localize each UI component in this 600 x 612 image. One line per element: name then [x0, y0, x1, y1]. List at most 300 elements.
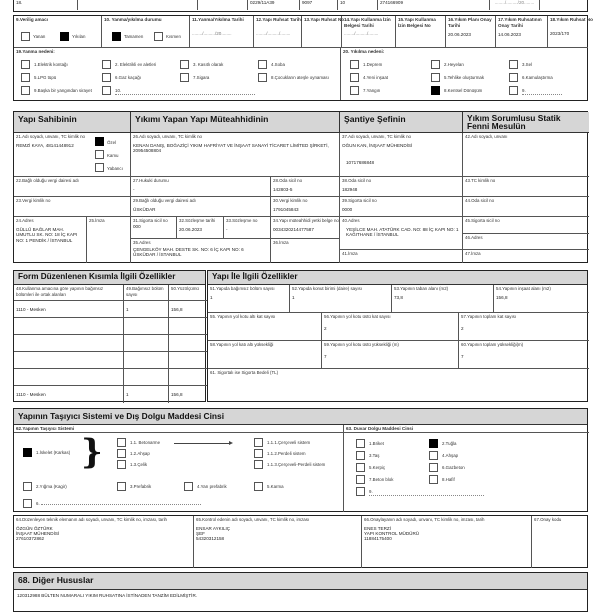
field-28: [271, 177, 340, 197]
checkbox-wall-fill-3[interactable]: [356, 451, 365, 460]
field-38-label: 38.Oda sicil no: [342, 178, 372, 183]
field-19-label: 19.Yanma nedeni:: [16, 49, 55, 54]
field-24: [14, 217, 87, 263]
checkbox-yabanci-label: Yabancı: [107, 166, 123, 171]
field-35: [131, 239, 271, 263]
field-37-label: 37.Adı soyadı, unvanı, TC kimlik no: [342, 134, 411, 139]
checkbox-wall-fill-6-label: 6.Gazbeton: [442, 465, 465, 470]
checkbox-wall-fill-4-label: 4.Ahşap: [442, 453, 459, 458]
field-14-value[interactable]: ......../........./........: [344, 31, 379, 37]
field-29: [131, 197, 271, 217]
table-cell: [124, 352, 169, 369]
field-12-value[interactable]: ......../........./........: [256, 30, 291, 36]
checkbox-wall-fill-6[interactable]: [429, 463, 438, 472]
field-51-value: 1: [210, 294, 213, 300]
field-44: [463, 197, 589, 217]
checkbox-fire-cause-9-label: 9.Başka bir yangından sirayet: [34, 88, 92, 93]
other-matters-header: 68. Diğer Hususlar: [14, 573, 587, 590]
field-33-label: 33.Sözleşme no: [226, 218, 258, 223]
checkbox-wall-fill-1-label: 1.Briket: [369, 441, 384, 446]
field-64-value: ÖZGÜN ÖZTÜRK İNŞAAT MÜHENDİSİ 27610372862: [16, 525, 60, 541]
field-41-label: 41.İmza: [342, 251, 358, 256]
checkbox-fire-cause-8-label: 8.Çocukların ateşle oynaması: [271, 75, 329, 80]
field-45-label: 45.Sigorta sicil no: [465, 218, 500, 223]
table-cell: [124, 318, 169, 335]
field-21-label: 21.Adı soyadı, unvanı, TC kimlik no: [16, 134, 85, 139]
field-29-label: 29.Bağlı olduğu vergi dairesi adı: [133, 198, 196, 203]
field-45: [463, 217, 589, 234]
checkbox-structure-other-4[interactable]: [184, 482, 193, 491]
field-27: [131, 177, 271, 197]
checkbox-iskelet-label: 1.İskelet (Karkas): [36, 450, 71, 455]
field-18: [548, 16, 593, 48]
table-cell-value: 1110 - Mesken: [16, 307, 46, 312]
checkbox-structure-sub-3[interactable]: [117, 460, 126, 469]
checkbox-wall-fill-9-label: 9.: [369, 489, 484, 496]
form-props-header: Form Düzenlenen Kısımla İlgili Özellikler: [14, 271, 205, 285]
checkbox-structure-sub-1[interactable]: [117, 438, 126, 447]
signatures-section: [13, 515, 588, 568]
top-cell-value: [248, 0, 300, 10]
table-cell-value: 156,8: [171, 392, 183, 397]
field-22: [14, 177, 131, 197]
field-58-label: 58.Yapının yol katı altı yüksekliği: [210, 342, 274, 347]
checkbox-structure-sub-2-label: 1.2.Ahşap: [130, 451, 150, 456]
checkbox-structure-other-3-label: 3.Prefabrik: [130, 484, 152, 489]
field-62-label: 62.Yapının Taşıyıcı Sistemi: [16, 426, 75, 431]
field-16: [446, 16, 496, 48]
form-props-col-header-label: 49.Bağımsız bölüm sayısı: [126, 286, 164, 297]
checkbox-wall-fill-1[interactable]: [356, 439, 365, 448]
field-15: [396, 16, 446, 48]
checkbox-fire-cause-9[interactable]: [21, 86, 30, 95]
checkbox-demolition-cause-5[interactable]: [431, 73, 440, 82]
field-16-value: 20.06.2023: [448, 32, 471, 38]
field-63-header-row: [344, 425, 589, 433]
field-9-label: 9.Verilig amacı: [16, 17, 48, 22]
form-props-col-header-label: 48.Kullanma amacına göre yapının bağımsız bölümleri ile ortak alanları: [16, 286, 104, 297]
checkbox-tamamen[interactable]: [112, 32, 121, 41]
field-31: [131, 217, 177, 239]
table-cell: [124, 386, 169, 403]
checkbox-demolition-cause-8-label: 8.Kentsel Dönüşüm: [444, 88, 483, 93]
field-57: [459, 313, 589, 341]
top-row: [13, 0, 588, 12]
checkbox-wall-fill-2[interactable]: [429, 439, 438, 448]
checkbox-structure-subsub-2[interactable]: [254, 449, 263, 458]
checkbox-structure-other-5[interactable]: [254, 482, 263, 491]
field-52-label: 52.Yapıda konut birimi (daire) sayısı: [292, 286, 362, 291]
field-40: [340, 217, 463, 250]
table-cell: [169, 369, 207, 386]
field-56-label: 56.Yapının yol kotu üstü kat sayısı: [324, 314, 391, 319]
field-64-label: 64.Düzenleyen teknik elemanın adı soyadı, unvanı, TC kimlik no, imzası, tarih: [16, 517, 167, 522]
checkbox-fire-cause-5[interactable]: [21, 73, 30, 82]
table-cell-value: 156,8: [171, 307, 183, 312]
checkbox-fire-cause-3[interactable]: [180, 60, 189, 69]
table-cell-value: 1: [126, 307, 129, 312]
field-26-label: 26.Adı soyadı, unvanı, TC kimlik no: [133, 134, 202, 139]
field-47: [463, 250, 589, 263]
field-47-label: 47.İmza: [465, 251, 481, 256]
field-13: [302, 16, 345, 48]
field-11: [190, 16, 254, 48]
field-33-value: -: [226, 226, 228, 232]
checkbox-structure-other-2[interactable]: [23, 482, 32, 491]
field-17-label: 17.Yıkım Ruhsatının Onay Tarihi: [498, 17, 542, 28]
table-cell: [169, 352, 207, 369]
field-39: [340, 197, 463, 217]
checkbox-demolition-cause-5-label: 5.Tehlike oluşturmak: [444, 75, 485, 80]
field-25-label: 25.İmza: [89, 218, 105, 223]
field-56: [322, 313, 459, 341]
top-value-4: 274166909: [380, 0, 403, 5]
field-43: [463, 177, 589, 197]
field-24-value: GÜLLÜ BAĞLAR MAH. UMUTLU SK. NO: 18 İÇ KAPI NO: 1 PENDİK / İSTANBUL: [16, 226, 78, 243]
field-26: [131, 133, 340, 177]
table-cell: [124, 301, 169, 318]
checkbox-kamu-label: Kamu: [107, 153, 119, 158]
checkbox-fire-cause-2-label: 2. Elektrikli ev aletleri: [115, 62, 157, 67]
checkbox-fire-cause-2[interactable]: [102, 60, 111, 69]
field-60-label: 60.Yapının toplam yüksekliği(m): [461, 342, 524, 347]
building-props-header: Yapı İle İlgili Özellikler: [208, 271, 587, 285]
checkbox-demolition-cause-9-label: 9.: [522, 88, 562, 95]
field-62: [14, 425, 344, 512]
field-32-value: 20.06.2023: [179, 226, 202, 232]
field-29-value: ÜSKÜDAR: [133, 206, 156, 212]
checkbox-other-6[interactable]: [23, 499, 32, 508]
checkbox-fire-cause-8[interactable]: [258, 73, 267, 82]
top-value-1: 0229/11A39: [250, 0, 275, 5]
checkbox-wall-fill-9[interactable]: [356, 487, 365, 496]
field-51: [208, 285, 290, 313]
checkbox-fire-cause-6-label: 6.Gaz kaçağı: [115, 75, 141, 80]
field-17: [496, 16, 548, 48]
field-16-label: 16.Yıkım Planı Onay Tarihi: [448, 17, 492, 28]
field-61-label: 61. Sigortalı ise Sigorta Bedeli (TL): [210, 370, 279, 375]
form-props-col-header: [14, 285, 124, 301]
checkbox-kismen[interactable]: [154, 32, 163, 41]
field-53: [392, 285, 494, 313]
form-props-col-header-label: 50.Yüzölçümü: [171, 286, 199, 291]
table-cell: [14, 301, 124, 318]
checkbox-fire-cause-7[interactable]: [180, 73, 189, 82]
checkbox-yanan[interactable]: [21, 32, 30, 41]
field-27-value: -: [133, 186, 135, 192]
table-cell-value: 1: [126, 392, 129, 397]
field-66: [362, 516, 532, 568]
site-chief-header: Şantiye Şefinin: [340, 112, 463, 133]
field-11-value[interactable]: ......../........./20........: [192, 30, 232, 36]
field-59-label: 59.Yapının yol kotu üstü yüksekliği (m): [324, 342, 399, 347]
field-54-label: 54.Yapının inşaat alanı (m2): [496, 286, 551, 291]
field-34-label: 34.Yapı müteahhidi yetki belge no: [273, 218, 339, 223]
other-matters-text: 120312988 BÜLTEN NUMARALI YIKIM RUHSATINA İSTİNADEN TANZİM EDİLMİŞTİR.: [17, 593, 198, 598]
field-32: [177, 217, 224, 239]
checkbox-demolition-cause-1-label: 1.Deprem: [363, 62, 383, 67]
contractor-header: Yıkımı Yapan Yapı Müteahhidinin: [131, 112, 340, 133]
form-props-col-header: [169, 285, 207, 301]
field-26-value: KENAN DANIŞ, BOĞAZİÇİ YIKIM HAFRİYAT VE İNŞAAT SANAYİ TİCARET LİMİTED ŞİRKETİ, 2095450880​4: [133, 142, 329, 154]
checkbox-structure-other-4-label: 4.Yarı prefabrik: [197, 484, 227, 489]
field-46: [463, 234, 589, 250]
checkbox-kamu[interactable]: [95, 150, 104, 159]
other-6-line[interactable]: [41, 504, 201, 505]
checkbox-demolition-cause-6-label: 6.Kamulaştırma: [522, 75, 553, 80]
checkbox-wall-fill-4[interactable]: [429, 451, 438, 460]
field-60: [459, 341, 589, 369]
field-28-value: 142803-5: [273, 186, 293, 192]
field-53-value: 73,8: [394, 294, 403, 300]
checkbox-wall-fill-5[interactable]: [356, 463, 365, 472]
table-cell: [124, 369, 169, 386]
table-cell: [169, 386, 207, 403]
checkbox-demolition-cause-8[interactable]: [431, 86, 440, 95]
top-date: ......../........./20........: [494, 0, 535, 5]
field-37: [340, 133, 463, 177]
field-30: [271, 197, 340, 217]
field-65-label: 65.Kontrol edenin adı soyadı, unvanı, TC kimlik no, imzası: [196, 517, 310, 522]
field-38-value: 182948: [342, 186, 358, 192]
field-37-id: 10717686848: [346, 160, 375, 166]
field-46-label: 46.Adres: [465, 235, 483, 240]
top-cell-date: [490, 0, 540, 10]
checkbox-structure-sub-3-label: 1.3.Çelik: [130, 462, 148, 467]
top-value-2: 9097: [302, 0, 313, 5]
field-52-value: 1: [292, 294, 295, 300]
field-42-label: 42.Adı soyadı, unvanı: [465, 134, 508, 139]
checkbox-wall-fill-8[interactable]: [429, 475, 438, 484]
table-cell-value: 1110 - Mesken: [16, 392, 46, 397]
checkbox-demolition-cause-7-label: 7.Yangın: [363, 88, 381, 93]
other-6-text: 6.: [36, 501, 40, 506]
field-51-label: 51.Yapıda bağımsız bölüm sayısı: [210, 286, 275, 291]
field-12: [254, 16, 302, 48]
field-44-label: 44.Oda sicil no: [465, 198, 495, 203]
field-67: [532, 516, 589, 568]
field-13-label: 13.Yapı Ruhsat No: [304, 17, 345, 22]
field-63-label: 63. Duvar Dolgu Maddesi Cinsi: [346, 426, 414, 431]
field-54: [494, 285, 589, 313]
checkbox-wall-fill-5-label: 5.Kerpiç: [369, 465, 386, 470]
checkbox-fire-cause-5-label: 5.LPG tüpü: [34, 75, 57, 80]
field-22-label: 22.Bağlı olduğu vergi dairesi adı: [16, 178, 79, 183]
checkbox-tamamen-label: Tamamen: [124, 34, 144, 39]
field-64: [14, 516, 194, 568]
checkbox-demolition-cause-4-label: 4.Yeni inşaat: [363, 75, 388, 80]
form-props-section: [13, 270, 206, 402]
checkbox-ozel-label: Özel: [107, 140, 117, 145]
field-14-label: 14.Yapı Kullanma İzin Belgesi Tarihi: [344, 17, 391, 28]
field-37-value: OĞUN KAN, İNŞAAT MÜHENDİSİ: [342, 142, 413, 148]
field-32-label: 32.Sözleşme tarihi: [179, 218, 216, 223]
checkbox-kismen-label: Kısmen: [166, 34, 181, 39]
field-33: [224, 217, 271, 239]
field-28-label: 28.Oda sicil no: [273, 178, 303, 183]
checkbox-demolition-cause-3[interactable]: [509, 60, 518, 69]
building-props-section: [207, 270, 588, 402]
field-25: [87, 217, 131, 263]
field-60-value: 7: [461, 353, 464, 359]
field-59-value: 7: [324, 353, 327, 359]
field-31-value: 000: [133, 223, 141, 229]
field-27-label: 27.Hukuki durumu: [133, 178, 169, 183]
checkbox-yikilan-label: Yıkılan: [72, 34, 86, 39]
field-35-value: ÇENGELKÖY MAH. DESTE SK. NO: 6 İÇ KAPI NO: 6 ÜSKÜDAR / İSTANBUL: [133, 246, 244, 258]
table-cell: [169, 335, 207, 352]
checkbox-fire-cause-6[interactable]: [102, 73, 111, 82]
checkbox-demolition-cause-6[interactable]: [509, 73, 518, 82]
checkbox-fire-cause-1[interactable]: [21, 60, 30, 69]
checkbox-wall-fill-2-label: 2.Tuğla: [442, 441, 457, 446]
other-matters-section: [13, 572, 588, 612]
checkbox-fire-cause-3-label: 3. Kasıtlı olarak: [193, 62, 224, 67]
field-30-label: 30.Vergi kimlik no: [273, 198, 308, 203]
field-17-value: 14.06.2023: [498, 32, 521, 38]
checkbox-wall-fill-7-label: 7.Beton blok: [369, 477, 394, 482]
checkbox-demolition-cause-4[interactable]: [350, 73, 359, 82]
checkbox-ozel[interactable]: [95, 137, 104, 146]
checkbox-fire-cause-1-label: 1.Elektrik kontağı: [34, 62, 68, 67]
arrow-right-icon: [174, 443, 230, 444]
structure-section: [13, 408, 588, 512]
field-15-label: 15.Yapı Kullanma İzin Belgesi No: [398, 17, 436, 28]
field-36: [271, 239, 340, 263]
checkbox-other-6-label: [36, 501, 201, 507]
field-35-label: 35.Adres: [133, 240, 151, 245]
checkbox-structure-subsub-1[interactable]: [254, 438, 263, 447]
checkbox-structure-subsub-3[interactable]: [254, 460, 263, 469]
field-34-value: 0034320214477587: [273, 226, 314, 232]
field-65: [194, 516, 362, 568]
top-value-3: 10: [340, 0, 346, 5]
table-cell: [14, 386, 124, 403]
table-cell: [169, 318, 207, 335]
field-34: [271, 217, 340, 239]
field-59: [322, 341, 459, 369]
checkbox-demolition-cause-2-label: 2.Heyelan: [444, 62, 464, 67]
field-58: [208, 341, 322, 369]
checkbox-structure-subsub-1-label: 1.1.1.Çerçeveli sistem: [267, 440, 311, 445]
field-62-header-row: [14, 425, 343, 433]
field-40-label: 40.Adres: [342, 218, 360, 223]
checkbox-wall-fill-3-label: 3.Taş: [369, 453, 380, 458]
field-40-value: YEŞİLCE MAH. ATATÜRK CAD. NO: 88 İÇ KAPI NO: 1 KAĞITHANE / İSTANBUL: [346, 226, 459, 238]
checkbox-wall-fill-8-label: 8.Hafif: [442, 477, 455, 482]
field-23-label: 23.Vergi kimlik no: [16, 198, 51, 203]
field-57-label: 57.Yapının toplam kat sayısı: [461, 314, 517, 319]
field-36-label: 36.İmza: [273, 240, 289, 245]
checkbox-structure-other-2-label: 2.Yığma (Kagir): [36, 484, 67, 489]
structure-header: Yapının Taşıyıcı Sistemi ve Dış Dolgu Maddesi Cinsi: [14, 409, 587, 425]
checkbox-fire-cause-4[interactable]: [258, 60, 267, 69]
top-cell-value: [338, 0, 378, 10]
checkbox-structure-subsub-2-label: 1.1.2.Perdeli sistem: [267, 451, 306, 456]
field-39-label: 39.Sigorta sicil no: [342, 198, 377, 203]
field-57-value: 2: [461, 325, 464, 331]
checkbox-iskelet[interactable]: [23, 448, 32, 457]
checkbox-demolition-cause-3-label: 3.Sel: [522, 62, 533, 67]
owner-header: Yapı Sahibinin: [14, 112, 131, 133]
field-12-label: 12.Yapı Ruhsat Tarihi: [256, 17, 303, 22]
field-55-label: 55. Yapının yol kotu altı kat sayısı: [210, 314, 276, 319]
form-props-col-header: [124, 285, 169, 301]
field-11-label: 11.Yanma/Yıkılma Tarihi: [192, 17, 244, 22]
top-cell-blank: [78, 0, 198, 10]
top-cell-18-label: 18.: [16, 0, 23, 5]
field-61: [208, 369, 589, 402]
checkbox-yanan-label: Yanan: [33, 34, 46, 39]
checkbox-fire-cause-4-label: 4.Soba: [271, 62, 285, 67]
field-31-label: 31.Sigorta sicil no: [133, 218, 168, 223]
table-cell: [169, 301, 207, 318]
checkbox-yabanci[interactable]: [95, 163, 104, 172]
checkbox-structure-other-5-label: 5.Karma: [267, 484, 284, 489]
top-cell-value: [300, 0, 338, 10]
static-responsible-header: Yıkım Sorumlusu Statik Fenni Mesulün: [463, 112, 589, 133]
field-42: [463, 133, 589, 177]
field-52: [290, 285, 392, 313]
parties-section: [13, 111, 588, 263]
table-cell: [14, 335, 124, 352]
checkbox-demolition-cause-2[interactable]: [431, 60, 440, 69]
top-cell-value: [378, 0, 490, 10]
checkbox-structure-subsub-3-label: 1.1.3.Çerçeveli-Perdeli sistem: [267, 462, 326, 467]
field-18-value: 2023/170: [550, 30, 570, 36]
checkbox-wall-fill-7[interactable]: [356, 475, 365, 484]
checkbox-structure-sub-2[interactable]: [117, 449, 126, 458]
table-cell: [124, 335, 169, 352]
field-21-value: REMZİ KAYA, 48141448912: [16, 142, 74, 148]
checkbox-demolition-cause-7[interactable]: [350, 86, 359, 95]
field-30-value: 1791045843: [273, 206, 299, 212]
field-18-label: 18.Yıkım Ruhsat No: [550, 17, 593, 22]
top-cell-18: [14, 0, 78, 10]
checkbox-structure-other-3[interactable]: [117, 482, 126, 491]
fire-demolition-section: [13, 15, 593, 101]
checkbox-fire-cause-7-label: 7.Sigara: [193, 75, 210, 80]
checkbox-structure-sub-1-label: 1.1. Betonarme: [130, 440, 161, 445]
checkbox-yikilan[interactable]: [60, 32, 69, 41]
field-23: [14, 197, 131, 217]
table-cell: [14, 318, 124, 335]
field-20-label: 20. Yıkılma nedeni:: [343, 49, 385, 54]
checkbox-fire-cause-10-label: 10.: [115, 88, 255, 95]
field-10-label: 10. Yanma/yıkılma durumu: [104, 17, 162, 22]
field-24-label: 24.Adres: [16, 218, 34, 223]
table-cell: [14, 352, 124, 369]
field-56-value: 2: [324, 325, 327, 331]
field-66-label: 66.Onaylayanın adı soyadı, unvanı, TC kimlik no, imzası, tarih: [364, 517, 485, 522]
field-39-value: 0000: [342, 206, 353, 212]
top-cell-blank-2: [198, 0, 248, 10]
checkbox-demolition-cause-1[interactable]: [350, 60, 359, 69]
field-38: [340, 177, 463, 197]
checkbox-demolition-cause-9[interactable]: [509, 86, 518, 95]
field-66-value: ENES TERZİ YAPI KONTROL MÜDÜRÜ 11884175400: [364, 525, 420, 541]
field-53-label: 53.Yapının taban alanı (m2): [394, 286, 449, 291]
field-43-label: 43.TC kimlik no: [465, 178, 496, 183]
field-14: [342, 16, 396, 48]
field-67-label: 67.Onay kodu: [534, 517, 562, 522]
field-54-value: 156,8: [496, 294, 508, 300]
field-55: [208, 313, 322, 341]
field-41: [340, 250, 463, 263]
checkbox-fire-cause-10[interactable]: [102, 86, 111, 95]
brace-icon: }: [81, 432, 103, 472]
table-cell: [14, 369, 124, 386]
